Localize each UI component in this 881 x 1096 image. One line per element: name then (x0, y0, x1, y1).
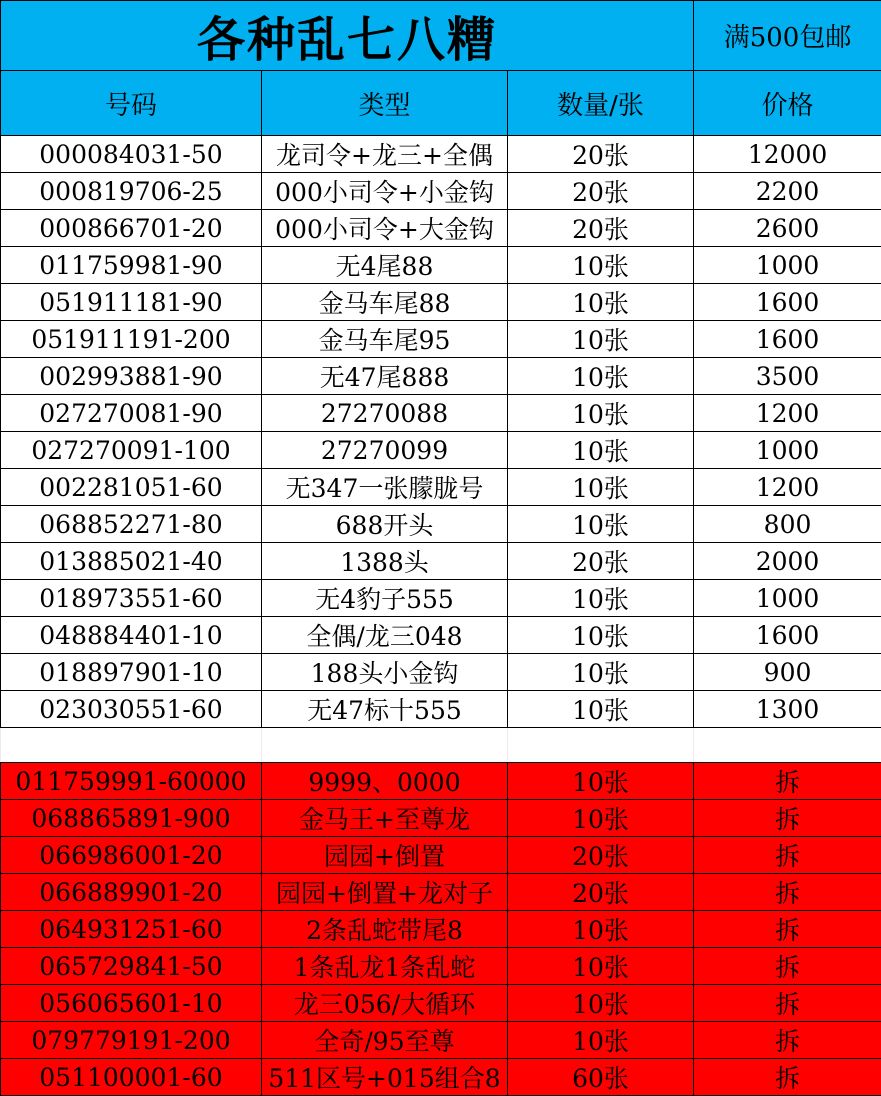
cell-quantity[interactable]: 20张 (508, 173, 694, 210)
cell-type[interactable]: 无47尾888 (262, 358, 508, 395)
cell-quantity[interactable]: 10张 (508, 358, 694, 395)
cell-quantity[interactable]: 10张 (508, 247, 694, 284)
cell-price[interactable]: 1000 (694, 247, 881, 284)
cell-type[interactable]: 27270088 (262, 395, 508, 432)
cell-type[interactable]: 无4尾88 (262, 247, 508, 284)
cell-number[interactable]: 051911191-200 (1, 321, 262, 358)
cell-quantity[interactable]: 10张 (508, 469, 694, 506)
cell-type[interactable]: 2条乱蛇带尾8 (262, 911, 508, 948)
cell-number[interactable]: 051100001-60 (1, 1059, 262, 1096)
cell-quantity[interactable]: 10张 (508, 948, 694, 985)
cell-price[interactable]: 拆 (694, 985, 881, 1022)
cell-number[interactable]: 064931251-60 (1, 911, 262, 948)
cell-price[interactable]: 拆 (694, 1059, 881, 1096)
header-row (1, 71, 881, 136)
header-price[interactable]: 价格 (694, 71, 881, 136)
table-row (1, 874, 881, 911)
cell-number[interactable]: 065729841-50 (1, 948, 262, 985)
cell-type[interactable]: 金马王+至尊龙 (262, 800, 508, 837)
table-row (1, 1059, 881, 1096)
cell-type[interactable]: 无47标十555 (262, 691, 508, 728)
header-number[interactable]: 号码 (1, 71, 262, 136)
cell-price[interactable]: 1200 (694, 395, 881, 432)
cell-type[interactable]: 188头小金钩 (262, 654, 508, 691)
cell-price[interactable]: 拆 (694, 948, 881, 985)
cell-type[interactable]: 688开头 (262, 506, 508, 543)
cell-quantity[interactable]: 60张 (508, 1059, 694, 1096)
cell-quantity[interactable]: 10张 (508, 800, 694, 837)
table-row (1, 654, 881, 691)
cell-price[interactable]: 拆 (694, 837, 881, 874)
cell-price[interactable]: 2000 (694, 543, 881, 580)
cell-quantity[interactable]: 20张 (508, 837, 694, 874)
cell-type[interactable]: 园园+倒置 (262, 837, 508, 874)
table-row (1, 580, 881, 617)
cell-quantity[interactable]: 10张 (508, 506, 694, 543)
cell-price[interactable]: 1000 (694, 432, 881, 469)
cell-type[interactable]: 金马车尾95 (262, 321, 508, 358)
sheet-body (1, 1, 881, 1096)
cell-price[interactable]: 1600 (694, 321, 881, 358)
table-row (1, 691, 881, 728)
table-row (1, 911, 881, 948)
cell-quantity[interactable]: 10张 (508, 321, 694, 358)
cell-number[interactable]: 027270081-90 (1, 395, 262, 432)
cell-number[interactable]: 066986001-20 (1, 837, 262, 874)
cell-type[interactable]: 无347一张朦胧号 (262, 469, 508, 506)
cell-type[interactable]: 9999、0000 (262, 763, 508, 800)
cell-number[interactable]: 023030551-60 (1, 691, 262, 728)
table-row (1, 136, 881, 173)
cell-number[interactable]: 068865891-900 (1, 800, 262, 837)
table-row (1, 210, 881, 247)
shipping-note[interactable]: 满500包邮 (694, 1, 881, 71)
cell-type[interactable]: 龙三056/大循环 (262, 985, 508, 1022)
cell-price[interactable]: 3500 (694, 358, 881, 395)
cell-number[interactable]: 000084031-50 (1, 136, 262, 173)
cell-quantity[interactable]: 20张 (508, 874, 694, 911)
table-row (1, 763, 881, 800)
cell-number[interactable]: 018973551-60 (1, 580, 262, 617)
cell-type[interactable]: 1条乱龙1条乱蛇 (262, 948, 508, 985)
cell-type[interactable]: 无4豹子555 (262, 580, 508, 617)
empty-cell[interactable] (508, 728, 694, 763)
header-quantity[interactable]: 数量/张 (508, 71, 694, 136)
cell-number[interactable]: 027270091-100 (1, 432, 262, 469)
cell-price[interactable]: 1200 (694, 469, 881, 506)
blank-row (1, 728, 881, 763)
cell-number[interactable]: 011759991-60000 (1, 763, 262, 800)
cell-number[interactable]: 066889901-20 (1, 874, 262, 911)
cell-type[interactable]: 全偶/龙三048 (262, 617, 508, 654)
cell-price[interactable]: 12000 (694, 136, 881, 173)
cell-price[interactable]: 2200 (694, 173, 881, 210)
cell-quantity[interactable]: 20张 (508, 210, 694, 247)
table-row (1, 543, 881, 580)
empty-cell[interactable] (1, 728, 262, 763)
cell-price[interactable]: 拆 (694, 911, 881, 948)
cell-price[interactable]: 拆 (694, 1022, 881, 1059)
cell-price[interactable]: 1600 (694, 617, 881, 654)
table-row (1, 985, 881, 1022)
cell-quantity[interactable]: 10张 (508, 654, 694, 691)
cell-number[interactable]: 056065601-10 (1, 985, 262, 1022)
cell-type[interactable]: 园园+倒置+龙对子 (262, 874, 508, 911)
sheet-title[interactable]: 各种乱七八糟 (1, 1, 694, 71)
cell-number[interactable]: 079779191-200 (1, 1022, 262, 1059)
empty-cell[interactable] (694, 728, 881, 763)
table-row (1, 321, 881, 358)
cell-price[interactable]: 2600 (694, 210, 881, 247)
cell-number[interactable]: 018897901-10 (1, 654, 262, 691)
cell-type[interactable]: 27270099 (262, 432, 508, 469)
table-row (1, 617, 881, 654)
cell-type[interactable]: 000小司令+小金钩 (262, 173, 508, 210)
table-row (1, 173, 881, 210)
cell-number[interactable]: 011759981-90 (1, 247, 262, 284)
cell-type[interactable]: 龙司令+龙三+全偶 (262, 136, 508, 173)
cell-number[interactable]: 068852271-80 (1, 506, 262, 543)
cell-number[interactable]: 002993881-90 (1, 358, 262, 395)
cell-quantity[interactable]: 10张 (508, 1022, 694, 1059)
cell-type[interactable]: 511区号+015组合8 (262, 1059, 508, 1096)
cell-price[interactable]: 拆 (694, 800, 881, 837)
cell-quantity[interactable]: 10张 (508, 691, 694, 728)
table-row (1, 432, 881, 469)
table-row (1, 837, 881, 874)
cell-type[interactable]: 全奇/95至尊 (262, 1022, 508, 1059)
cell-number[interactable]: 000819706-25 (1, 173, 262, 210)
cell-price[interactable]: 拆 (694, 763, 881, 800)
cell-quantity[interactable]: 10张 (508, 617, 694, 654)
cell-number[interactable]: 051911181-90 (1, 284, 262, 321)
table-row (1, 284, 881, 321)
title-row (1, 1, 881, 71)
empty-cell[interactable] (262, 728, 508, 763)
cell-type[interactable]: 000小司令+大金钩 (262, 210, 508, 247)
cell-number[interactable]: 013885021-40 (1, 543, 262, 580)
table-row (1, 948, 881, 985)
cell-quantity[interactable]: 20张 (508, 543, 694, 580)
table-row (1, 358, 881, 395)
cell-number[interactable]: 002281051-60 (1, 469, 262, 506)
cell-quantity[interactable]: 20张 (508, 136, 694, 173)
cell-quantity[interactable]: 10张 (508, 985, 694, 1022)
cell-quantity[interactable]: 10张 (508, 395, 694, 432)
table-row (1, 800, 881, 837)
cell-type[interactable]: 1388头 (262, 543, 508, 580)
cell-price[interactable]: 1600 (694, 284, 881, 321)
table-row (1, 247, 881, 284)
cell-number[interactable]: 048884401-10 (1, 617, 262, 654)
cell-price[interactable]: 800 (694, 506, 881, 543)
header-type[interactable]: 类型 (262, 71, 508, 136)
cell-quantity[interactable]: 10张 (508, 580, 694, 617)
cell-price[interactable]: 1300 (694, 691, 881, 728)
cell-price[interactable]: 900 (694, 654, 881, 691)
table-row (1, 506, 881, 543)
cell-quantity[interactable]: 10张 (508, 284, 694, 321)
cell-price[interactable]: 拆 (694, 874, 881, 911)
cell-price[interactable]: 1000 (694, 580, 881, 617)
cell-quantity[interactable]: 10张 (508, 763, 694, 800)
cell-type[interactable]: 金马车尾88 (262, 284, 508, 321)
cell-number[interactable]: 000866701-20 (1, 210, 262, 247)
cell-quantity[interactable]: 10张 (508, 911, 694, 948)
table-row (1, 1022, 881, 1059)
table-row (1, 395, 881, 432)
cell-quantity[interactable]: 10张 (508, 432, 694, 469)
table-row (1, 469, 881, 506)
